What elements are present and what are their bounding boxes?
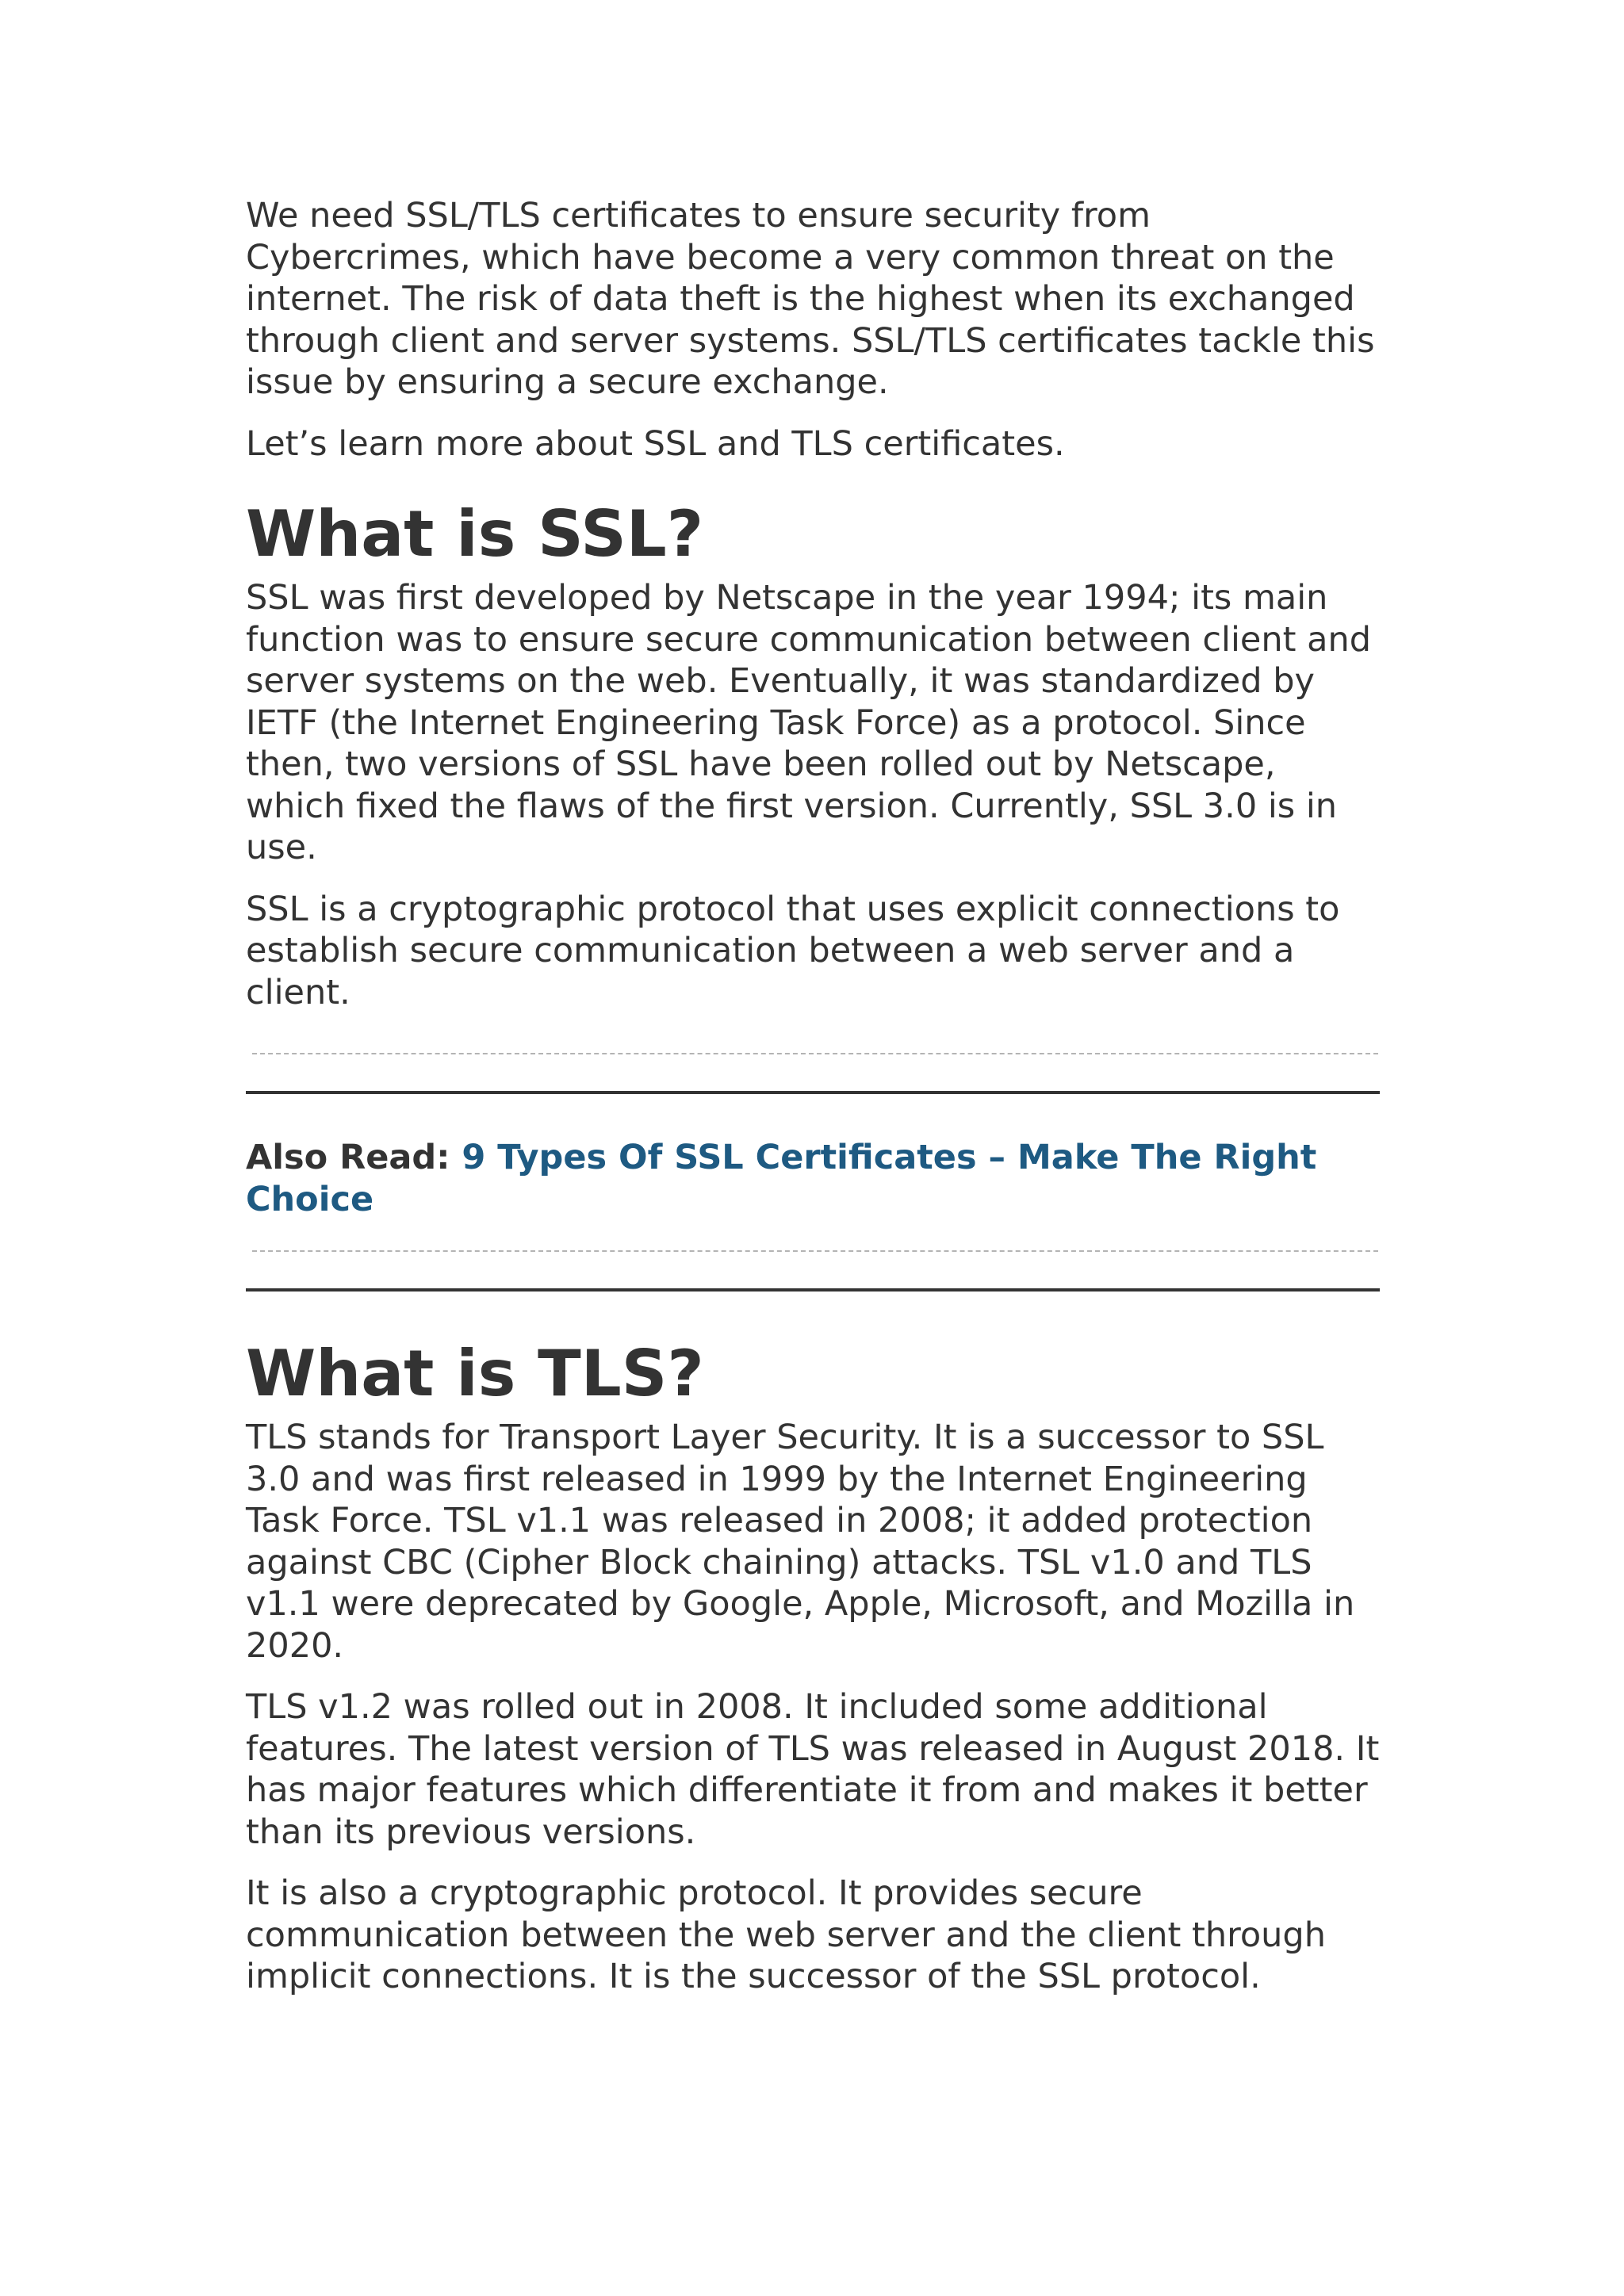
tls-paragraph-2: TLS v1.2 was rolled out in 2008. It included some additional features. The latest version of TLS was released in August 2018. It has major features which differentiate it from and makes it better than its previous versions. — [246, 1687, 1380, 1852]
intro-paragraph-2: Let’s learn more about SSL and TLS certificates. — [246, 423, 1065, 464]
intro-paragraph-1: We need SSL/TLS certificates to ensure security from Cybercrimes, which have become a very common threat on the internet. The risk of data theft is the highest when its exchanged through client and server systems. SSL/TLS certificates tackle this issue by ensuring a secure exchange. — [246, 196, 1375, 402]
also-read-line — [246, 1137, 1380, 1220]
article-body — [246, 195, 1380, 2018]
solid-divider-top — [246, 1091, 1380, 1094]
also-read-label: Also Read: — [246, 1138, 450, 1177]
dashed-divider-bottom — [252, 1250, 1378, 1252]
solid-divider-bottom — [246, 1288, 1380, 1292]
tls-paragraph-1: TLS stands for Transport Layer Security. It is a successor to SSL 3.0 and was first released in 1999 by the Internet Engineering Task Force. TSL v1.1 was released in 2008; it added protection against CBC (Cipher Block chaining) attacks. TSL v1.0 and TLS v1.1 were deprecated by Google, Apple, Microsoft, and Mozilla in 2020. — [246, 1418, 1355, 1666]
ssl-heading: What is SSL? — [246, 497, 704, 571]
ssl-paragraph-2: SSL is a cryptographic protocol that uses explicit connections to establish secure communication between a web server and a client. — [246, 889, 1340, 1012]
dashed-divider-top — [252, 1053, 1378, 1054]
tls-paragraph-3: It is also a cryptographic protocol. It provides secure communication between the web server and the client through implicit connections. It is the successor of the SSL protocol. — [246, 1873, 1326, 1996]
ssl-paragraph-1: SSL was first developed by Netscape in the year 1994; its main function was to ensure secure communication between client and server systems on the web. Eventually, it was standardized by IETF (the Internet Engineering Task Force) as a protocol. Since then, two versions of SSL have been rolled out by Netscape, which fixed the flaws of the first version. Currently, SSL 3.0 is in use. — [246, 578, 1372, 867]
tls-heading: What is TLS? — [246, 1337, 704, 1410]
also-read-box — [246, 1053, 1380, 1292]
also-read-link[interactable]: 9 Types Of SSL Certificates – Make The Right Choice — [246, 1138, 1317, 1219]
